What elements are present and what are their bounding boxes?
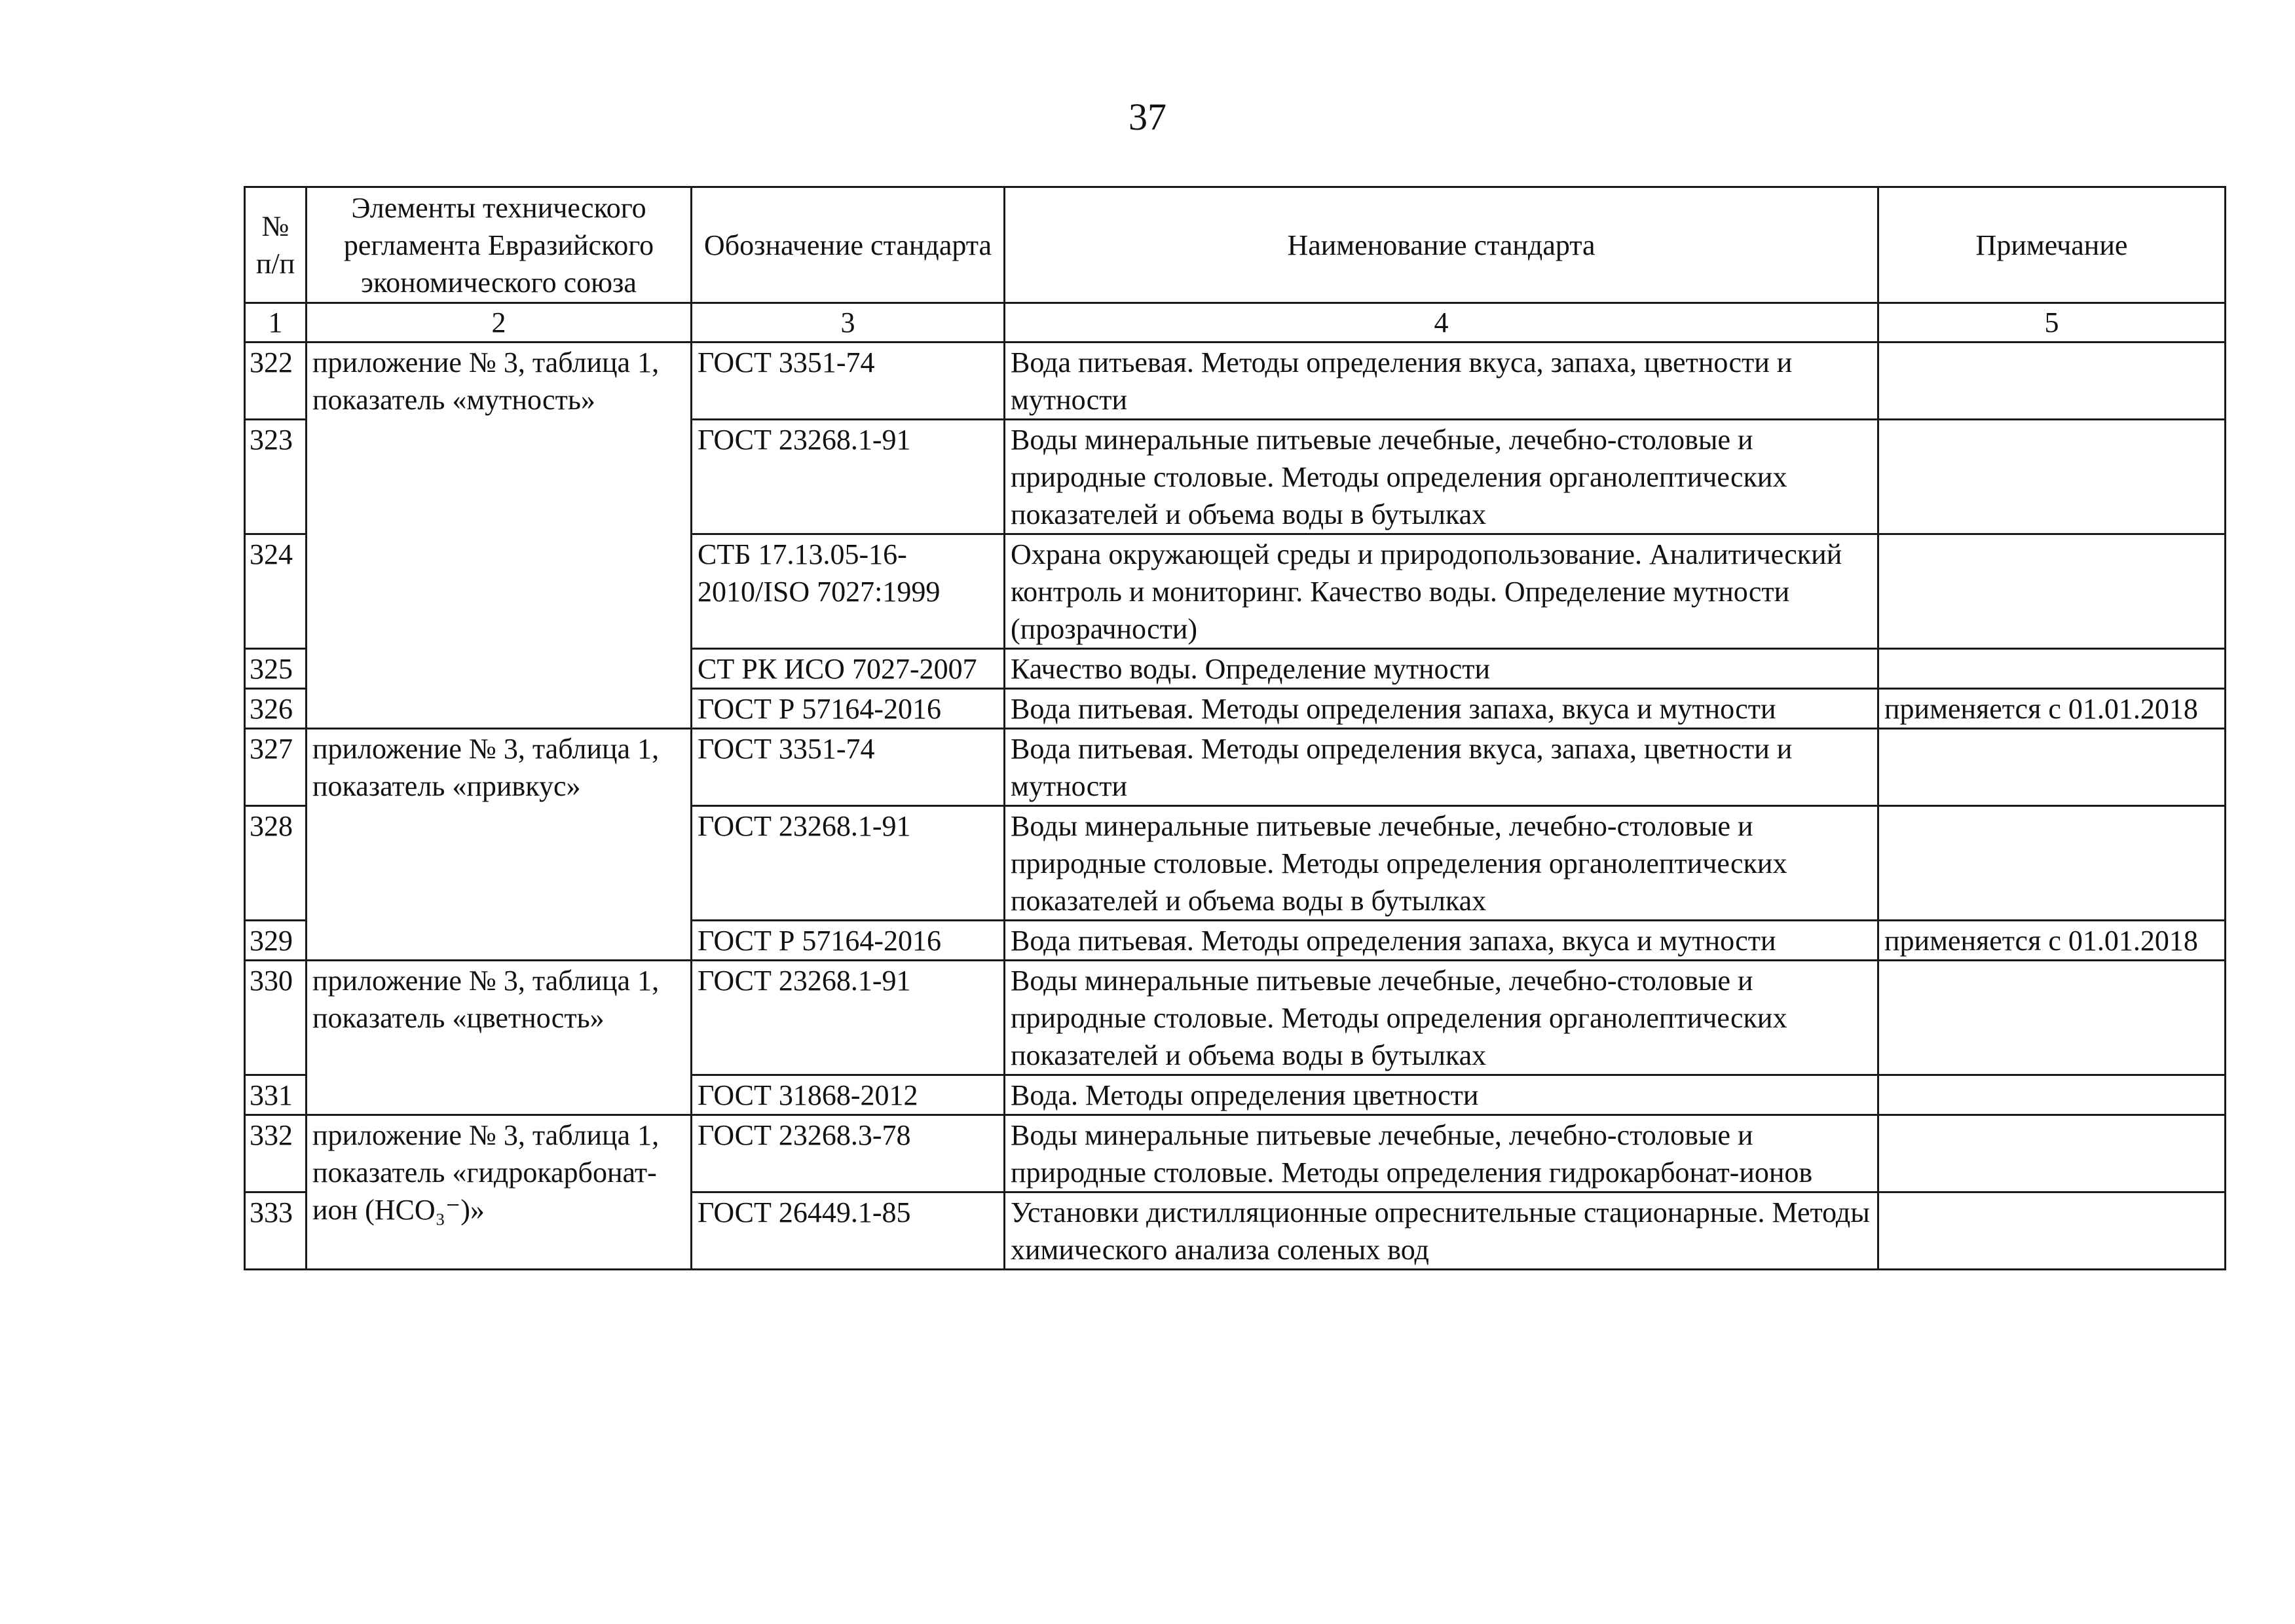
standards-table: [244, 186, 2226, 1270]
standard-name: Вода питьевая. Методы определения запаха, вкуса и мутности: [1005, 689, 1878, 729]
row-number: 324: [245, 534, 307, 649]
standard-designation: ГОСТ 23268.3-78: [692, 1115, 1005, 1192]
column-number: 2: [307, 303, 692, 342]
standard-designation: ГОСТ 23268.1-91: [692, 806, 1005, 921]
standard-name: Воды минеральные питьевые лечебные, лечебно-столовые и природные столовые. Методы определения органолептических показателей и объема воды в бутылках: [1005, 961, 1878, 1075]
table-row: [245, 1115, 2226, 1192]
row-number: 332: [245, 1115, 307, 1192]
column-header: № п/п: [245, 187, 307, 303]
row-number: 326: [245, 689, 307, 729]
row-number: 325: [245, 649, 307, 689]
standard-designation: ГОСТ 26449.1-85: [692, 1192, 1005, 1270]
standard-note: [1878, 534, 2226, 649]
standard-name: Качество воды. Определение мутности: [1005, 649, 1878, 689]
standard-note: применяется с 01.01.2018: [1878, 921, 2226, 961]
standard-note: [1878, 729, 2226, 806]
standard-designation: СТБ 17.13.05-16-2010/ISO 7027:1999: [692, 534, 1005, 649]
row-number: 327: [245, 729, 307, 806]
standard-name: Вода питьевая. Методы определения вкуса, запаха, цветности и мутности: [1005, 342, 1878, 420]
table-row: [245, 961, 2226, 1075]
standard-name: Охрана окружающей среды и природопользование. Аналитический контроль и мониторинг. Качество воды. Определение мутности (прозрачности): [1005, 534, 1878, 649]
standard-designation: ГОСТ Р 57164-2016: [692, 921, 1005, 961]
standard-designation: ГОСТ 3351-74: [692, 342, 1005, 420]
table-row: [245, 342, 2226, 420]
standard-designation: СТ РК ИСО 7027-2007: [692, 649, 1005, 689]
column-header: Примечание: [1878, 187, 2226, 303]
standard-note: [1878, 961, 2226, 1075]
standard-note: [1878, 649, 2226, 689]
standard-designation: ГОСТ 31868-2012: [692, 1075, 1005, 1115]
row-number: 328: [245, 806, 307, 921]
column-number: 3: [692, 303, 1005, 342]
row-number: 333: [245, 1192, 307, 1270]
regulation-element: приложение № 3, таблица 1, показатель «мутность»: [307, 342, 692, 729]
row-number: 330: [245, 961, 307, 1075]
column-header: Обозначение стандарта: [692, 187, 1005, 303]
row-number: 323: [245, 420, 307, 534]
column-number: 4: [1005, 303, 1878, 342]
standard-note: [1878, 1075, 2226, 1115]
standard-note: [1878, 806, 2226, 921]
table-body: [245, 303, 2226, 1270]
row-number: 331: [245, 1075, 307, 1115]
column-header: Элементы технического регламента Евразийского экономического союза: [307, 187, 692, 303]
standard-name: Вода питьевая. Методы определения вкуса, запаха, цветности и мутности: [1005, 729, 1878, 806]
standard-note: [1878, 342, 2226, 420]
column-number: 1: [245, 303, 307, 342]
standard-name: Воды минеральные питьевые лечебные, лечебно-столовые и природные столовые. Методы определения органолептических показателей и объема воды в бутылках: [1005, 806, 1878, 921]
table-row: [245, 729, 2226, 806]
regulation-element: приложение № 3, таблица 1, показатель «привкус»: [307, 729, 692, 961]
standard-name: Воды минеральные питьевые лечебные, лечебно-столовые и природные столовые. Методы определения органолептических показателей и объема воды в бутылках: [1005, 420, 1878, 534]
standard-name: Вода. Методы определения цветности: [1005, 1075, 1878, 1115]
standard-designation: ГОСТ 23268.1-91: [692, 961, 1005, 1075]
column-number-row: [245, 303, 2226, 342]
regulation-element: приложение № 3, таблица 1, показатель «гидрокарбонат-ион (HCO₃⁻)»: [307, 1115, 692, 1270]
standard-designation: ГОСТ 23268.1-91: [692, 420, 1005, 534]
page-number: 37: [1129, 96, 1166, 138]
standard-name: Установки дистилляционные опреснительные стационарные. Методы химического анализа соленых вод: [1005, 1192, 1878, 1270]
table-header-row: [245, 187, 2226, 303]
row-number: 329: [245, 921, 307, 961]
standard-name: Вода питьевая. Методы определения запаха, вкуса и мутности: [1005, 921, 1878, 961]
standard-designation: ГОСТ 3351-74: [692, 729, 1005, 806]
row-number: 322: [245, 342, 307, 420]
standard-note: [1878, 1115, 2226, 1192]
standard-note: [1878, 1192, 2226, 1270]
standard-note: применяется с 01.01.2018: [1878, 689, 2226, 729]
standard-name: Воды минеральные питьевые лечебные, лечебно-столовые и природные столовые. Методы определения гидрокарбонат-ионов: [1005, 1115, 1878, 1192]
standard-designation: ГОСТ Р 57164-2016: [692, 689, 1005, 729]
regulation-element: приложение № 3, таблица 1, показатель «цветность»: [307, 961, 692, 1115]
column-number: 5: [1878, 303, 2226, 342]
standard-note: [1878, 420, 2226, 534]
column-header: Наименование стандарта: [1005, 187, 1878, 303]
